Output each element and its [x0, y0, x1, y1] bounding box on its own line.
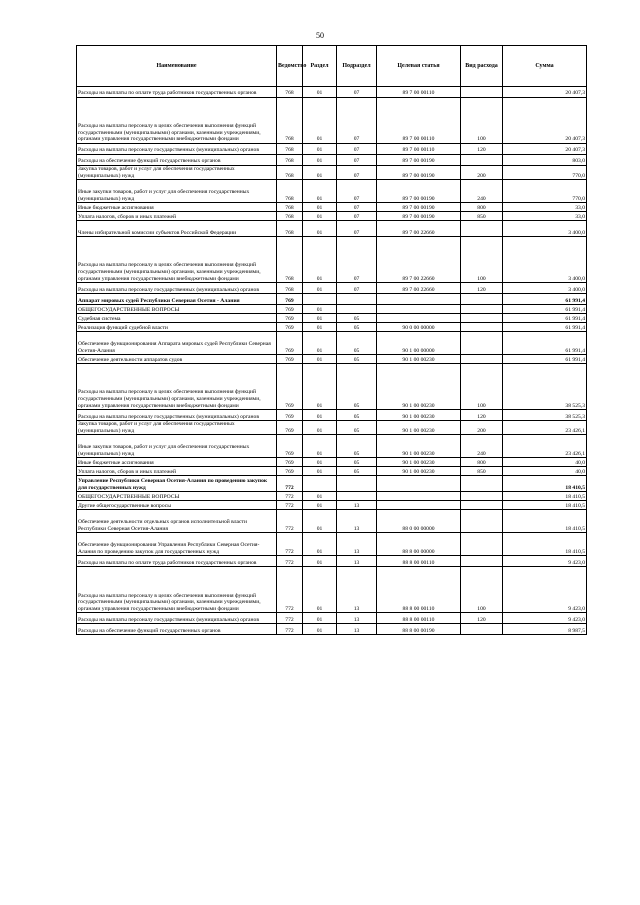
cell-sum: 3 400,0 [503, 221, 587, 237]
cell-vid [461, 476, 503, 492]
cell-razdel: 01 [303, 435, 337, 458]
cell-name: Закупка товаров, работ и услуг для обеспечения государственных (муниципальных) нужд [77, 166, 277, 180]
cell-razdel: 01 [303, 98, 337, 144]
cell-name: Обеспечение функционирования Аппарата мировых судей Республики Северная Осетия-Алания [77, 332, 277, 355]
cell-podrazdel: 07 [337, 144, 377, 155]
cell-razdel: 01 [303, 305, 337, 314]
cell-podrazdel: 13 [337, 567, 377, 613]
cell-name: Расходы на обеспечение функций государственных органов [77, 624, 277, 635]
table-row [77, 501, 587, 510]
cell-ved: 772 [277, 501, 303, 510]
cell-target: 90 1 00 00230 [377, 421, 461, 435]
cell-sum: 40,0 [503, 458, 587, 467]
table-row [77, 323, 587, 332]
cell-sum: 770,0 [503, 180, 587, 203]
cell-podrazdel [337, 305, 377, 314]
table-row [77, 144, 587, 155]
cell-name: Расходы на выплаты по оплате труда работников государственных органов [77, 87, 277, 98]
cell-ved: 768 [277, 144, 303, 155]
cell-razdel: 01 [303, 155, 337, 166]
cell-sum: 61 991,4 [503, 355, 587, 364]
cell-podrazdel: 13 [337, 556, 377, 567]
cell-podrazdel: 07 [337, 166, 377, 180]
cell-sum: 61 991,4 [503, 332, 587, 355]
cell-sum: 61 991,4 [503, 323, 587, 332]
cell-ved: 769 [277, 410, 303, 421]
cell-podrazdel: 05 [337, 435, 377, 458]
cell-vid [461, 221, 503, 237]
table-row [77, 567, 587, 613]
cell-name: Расходы на выплаты персоналу государственных (муниципальных) органов [77, 410, 277, 421]
cell-razdel: 01 [303, 556, 337, 567]
cell-ved: 768 [277, 166, 303, 180]
cell-razdel: 01 [303, 624, 337, 635]
cell-name: Члены избирательной комиссии субъектов Российской Федерации [77, 221, 277, 237]
cell-vid [461, 305, 503, 314]
cell-target [377, 492, 461, 501]
cell-razdel: 01 [303, 501, 337, 510]
cell-vid: 100 [461, 567, 503, 613]
table-row [77, 510, 587, 533]
cell-ved: 772 [277, 613, 303, 624]
cell-name: Расходы на выплаты по оплате труда работников государственных органов [77, 556, 277, 567]
cell-podrazdel: 07 [337, 155, 377, 166]
cell-name: Закупка товаров, работ и услуг для обеспечения государственных (муниципальных) нужд [77, 421, 277, 435]
cell-sum: 3 400,0 [503, 237, 587, 283]
cell-podrazdel: 05 [337, 355, 377, 364]
cell-sum: 9 423,0 [503, 613, 587, 624]
header-razdel: Раздел [303, 46, 337, 87]
cell-name: Расходы на выплаты персоналу в целях обеспечения выполнения функций государственными (муниципальными) органами, казенными учреждениями, органами управления государственными внебюджетными фондами [77, 237, 277, 283]
cell-razdel: 01 [303, 467, 337, 476]
table-row [77, 155, 587, 166]
cell-ved: 769 [277, 314, 303, 323]
cell-name: Обеспечение деятельности аппаратов судов [77, 355, 277, 364]
cell-podrazdel: 13 [337, 533, 377, 556]
cell-razdel: 01 [303, 567, 337, 613]
cell-podrazdel: 13 [337, 624, 377, 635]
cell-target [377, 476, 461, 492]
cell-razdel: 01 [303, 221, 337, 237]
cell-vid [461, 492, 503, 501]
cell-target: 90 1 00 00230 [377, 458, 461, 467]
cell-sum: 18 410,5 [503, 533, 587, 556]
cell-sum: 3 400,0 [503, 283, 587, 294]
cell-target [377, 501, 461, 510]
cell-podrazdel: 05 [337, 332, 377, 355]
cell-sum: 61 991,4 [503, 294, 587, 305]
cell-target: 89 7 00 00190 [377, 212, 461, 221]
cell-sum: 18 410,5 [503, 492, 587, 501]
cell-ved: 769 [277, 332, 303, 355]
cell-sum: 38 525,3 [503, 410, 587, 421]
cell-target [377, 294, 461, 305]
cell-podrazdel [337, 294, 377, 305]
cell-podrazdel: 05 [337, 314, 377, 323]
cell-vid [461, 323, 503, 332]
page-number: 50 [316, 31, 324, 40]
table-row [77, 421, 587, 435]
cell-target: 88 8 00 00110 [377, 613, 461, 624]
cell-razdel [303, 294, 337, 305]
cell-razdel: 01 [303, 492, 337, 501]
cell-name: Управление Республики Северная Осетия-Алания по проведению закупок для государственных нужд [77, 476, 277, 492]
cell-vid: 850 [461, 467, 503, 476]
cell-target: 89 7 00 22660 [377, 237, 461, 283]
cell-vid [461, 533, 503, 556]
cell-target: 88 8 00 00000 [377, 533, 461, 556]
table-row [77, 355, 587, 364]
table-row [77, 556, 587, 567]
cell-ved: 769 [277, 467, 303, 476]
table-row [77, 613, 587, 624]
table-row [77, 458, 587, 467]
cell-ved: 768 [277, 221, 303, 237]
cell-razdel: 01 [303, 283, 337, 294]
cell-name: Обеспечение функционирования Управления Республики Северная Осетия-Алания по проведению закупок для государственных нужд [77, 533, 277, 556]
table-row [77, 166, 587, 180]
table-row [77, 294, 587, 305]
table-row [77, 624, 587, 635]
cell-razdel [303, 476, 337, 492]
cell-ved: 769 [277, 435, 303, 458]
table-row [77, 533, 587, 556]
cell-name: Иные закупки товаров, работ и услуг для обеспечения государственных (муниципальных) нужд [77, 180, 277, 203]
cell-podrazdel: 07 [337, 87, 377, 98]
cell-name: Иные закупки товаров, работ и услуг для обеспечения государственных (муниципальных) нужд [77, 435, 277, 458]
cell-vid: 240 [461, 435, 503, 458]
cell-name: ОБЩЕГОСУДАРСТВЕННЫЕ ВОПРОСЫ [77, 305, 277, 314]
cell-ved: 768 [277, 203, 303, 212]
cell-target: 88 8 00 00110 [377, 567, 461, 613]
cell-podrazdel: 05 [337, 410, 377, 421]
cell-ved: 772 [277, 533, 303, 556]
cell-razdel: 01 [303, 237, 337, 283]
cell-sum: 33,0 [503, 203, 587, 212]
cell-target [377, 314, 461, 323]
table-row [77, 87, 587, 98]
cell-ved: 772 [277, 556, 303, 567]
cell-ved: 769 [277, 355, 303, 364]
cell-razdel: 01 [303, 364, 337, 410]
cell-name: Иные бюджетные ассигнования [77, 458, 277, 467]
cell-vid: 800 [461, 203, 503, 212]
cell-target: 89 7 00 00190 [377, 180, 461, 203]
cell-target: 90 1 00 00230 [377, 364, 461, 410]
cell-name: Иные бюджетные ассигнования [77, 203, 277, 212]
cell-target: 89 7 00 00190 [377, 155, 461, 166]
cell-podrazdel: 13 [337, 613, 377, 624]
cell-sum: 18 410,5 [503, 476, 587, 492]
cell-name: Уплата налогов, сборов и иных платежей [77, 212, 277, 221]
cell-name: Другие общегосударственные вопросы [77, 501, 277, 510]
cell-target: 90 1 00 00230 [377, 355, 461, 364]
cell-name: Расходы на выплаты персоналу государственных (муниципальных) органов [77, 283, 277, 294]
table-header-row [77, 46, 587, 87]
cell-vid: 100 [461, 98, 503, 144]
header-vid: Вид расхода [461, 46, 503, 87]
cell-vid: 200 [461, 421, 503, 435]
table-row [77, 305, 587, 314]
cell-target: 90 1 00 00230 [377, 467, 461, 476]
budget-table [76, 45, 587, 635]
cell-podrazdel: 13 [337, 501, 377, 510]
cell-ved: 769 [277, 458, 303, 467]
cell-vid [461, 332, 503, 355]
cell-sum: 18 410,5 [503, 510, 587, 533]
cell-podrazdel: 13 [337, 510, 377, 533]
cell-ved: 772 [277, 492, 303, 501]
cell-podrazdel: 07 [337, 237, 377, 283]
cell-ved: 768 [277, 155, 303, 166]
table-row [77, 203, 587, 212]
table-row [77, 492, 587, 501]
cell-sum: 61 991,4 [503, 305, 587, 314]
cell-podrazdel: 07 [337, 203, 377, 212]
table-row [77, 212, 587, 221]
cell-razdel: 01 [303, 510, 337, 533]
cell-vid [461, 624, 503, 635]
cell-razdel: 01 [303, 166, 337, 180]
cell-vid [461, 355, 503, 364]
table-row [77, 476, 587, 492]
cell-ved: 769 [277, 305, 303, 314]
cell-ved: 769 [277, 421, 303, 435]
cell-podrazdel: 07 [337, 221, 377, 237]
cell-vid: 120 [461, 283, 503, 294]
cell-ved: 772 [277, 567, 303, 613]
cell-razdel: 01 [303, 533, 337, 556]
cell-name: Расходы на выплаты персоналу в целях обеспечения выполнения функций государственными (муниципальными) органами, казенными учреждениями, органами управления государственными внебюджетными фондами [77, 364, 277, 410]
cell-podrazdel: 05 [337, 467, 377, 476]
cell-sum: 40,0 [503, 467, 587, 476]
cell-razdel: 01 [303, 355, 337, 364]
cell-sum: 770,0 [503, 166, 587, 180]
cell-target: 88 0 00 00000 [377, 510, 461, 533]
table-row [77, 332, 587, 355]
cell-ved: 768 [277, 87, 303, 98]
cell-podrazdel: 07 [337, 283, 377, 294]
cell-podrazdel [337, 492, 377, 501]
cell-name: Судебная система [77, 314, 277, 323]
cell-sum: 803,0 [503, 155, 587, 166]
cell-podrazdel: 07 [337, 212, 377, 221]
cell-vid: 240 [461, 180, 503, 203]
cell-vid [461, 155, 503, 166]
cell-podrazdel: 05 [337, 323, 377, 332]
cell-target: 89 7 00 22660 [377, 221, 461, 237]
cell-target: 89 7 00 00190 [377, 166, 461, 180]
cell-razdel: 01 [303, 613, 337, 624]
cell-ved: 772 [277, 510, 303, 533]
table-row [77, 314, 587, 323]
cell-sum: 33,0 [503, 212, 587, 221]
cell-name: Расходы на выплаты персоналу государственных (муниципальных) органов [77, 613, 277, 624]
cell-razdel: 01 [303, 421, 337, 435]
cell-name: ОБЩЕГОСУДАРСТВЕННЫЕ ВОПРОСЫ [77, 492, 277, 501]
table-row [77, 237, 587, 283]
cell-podrazdel [337, 476, 377, 492]
cell-vid: 100 [461, 364, 503, 410]
cell-sum: 18 410,5 [503, 501, 587, 510]
cell-razdel: 01 [303, 458, 337, 467]
cell-razdel: 01 [303, 410, 337, 421]
cell-target: 90 1 00 00230 [377, 435, 461, 458]
cell-sum: 20 407,3 [503, 87, 587, 98]
cell-name: Обеспечение деятельности отдельных органов исполнительной власти Республики Северная Осетия-Алания [77, 510, 277, 533]
cell-vid: 850 [461, 212, 503, 221]
cell-razdel: 01 [303, 212, 337, 221]
table-row [77, 364, 587, 410]
cell-vid: 120 [461, 410, 503, 421]
table-row [77, 180, 587, 203]
cell-razdel: 01 [303, 332, 337, 355]
cell-ved: 768 [277, 212, 303, 221]
cell-target: 89 7 00 00110 [377, 87, 461, 98]
cell-name: Расходы на выплаты персоналу государственных (муниципальных) органов [77, 144, 277, 155]
cell-ved: 769 [277, 364, 303, 410]
cell-target: 90 0 00 00000 [377, 323, 461, 332]
cell-vid [461, 314, 503, 323]
cell-name: Уплата налогов, сборов и иных платежей [77, 467, 277, 476]
cell-ved: 768 [277, 283, 303, 294]
cell-name: Расходы на обеспечение функций государственных органов [77, 155, 277, 166]
cell-target: 89 7 00 00110 [377, 98, 461, 144]
cell-target: 89 7 00 00190 [377, 203, 461, 212]
header-target: Целевая статья [377, 46, 461, 87]
table-row [77, 221, 587, 237]
table-row [77, 98, 587, 144]
cell-vid [461, 294, 503, 305]
cell-target: 90 1 00 00230 [377, 410, 461, 421]
header-sum: Сумма [503, 46, 587, 87]
cell-razdel: 01 [303, 314, 337, 323]
cell-podrazdel: 05 [337, 421, 377, 435]
cell-ved: 772 [277, 476, 303, 492]
cell-target: 89 7 00 22660 [377, 283, 461, 294]
cell-podrazdel: 05 [337, 458, 377, 467]
header-podrazdel: Подраздел [337, 46, 377, 87]
cell-sum: 9 423,0 [503, 567, 587, 613]
cell-sum: 38 525,3 [503, 364, 587, 410]
cell-vid: 200 [461, 166, 503, 180]
cell-vid: 100 [461, 237, 503, 283]
cell-target: 90 1 00 00000 [377, 332, 461, 355]
cell-sum: 8 987,5 [503, 624, 587, 635]
cell-razdel: 01 [303, 87, 337, 98]
cell-target: 88 8 00 00190 [377, 624, 461, 635]
cell-sum: 20 407,3 [503, 144, 587, 155]
cell-sum: 23 426,1 [503, 421, 587, 435]
cell-target: 88 8 00 00110 [377, 556, 461, 567]
cell-razdel: 01 [303, 203, 337, 212]
cell-sum: 20 407,3 [503, 98, 587, 144]
cell-vid: 120 [461, 144, 503, 155]
cell-name: Расходы на выплаты персоналу в целях обеспечения выполнения функций государственными (муниципальными) органами, казенными учреждениями, органами управления государственными внебюджетными фондами [77, 98, 277, 144]
cell-ved: 769 [277, 323, 303, 332]
table-row [77, 435, 587, 458]
cell-ved: 768 [277, 98, 303, 144]
cell-name: Аппарат мировых судей Республики Северная Осетия - Алания [77, 294, 277, 305]
cell-vid [461, 87, 503, 98]
cell-vid [461, 501, 503, 510]
cell-ved: 769 [277, 294, 303, 305]
cell-target [377, 305, 461, 314]
header-ved: Ведомство [277, 46, 303, 87]
table-body [77, 87, 587, 635]
cell-vid [461, 510, 503, 533]
cell-target: 89 7 00 00110 [377, 144, 461, 155]
cell-vid [461, 556, 503, 567]
cell-ved: 772 [277, 624, 303, 635]
cell-razdel: 01 [303, 180, 337, 203]
cell-ved: 768 [277, 180, 303, 203]
cell-ved: 768 [277, 237, 303, 283]
cell-sum: 61 991,4 [503, 314, 587, 323]
table-row [77, 283, 587, 294]
table-row [77, 410, 587, 421]
header-name: Наименование [77, 46, 277, 87]
cell-podrazdel: 07 [337, 180, 377, 203]
table-row [77, 467, 587, 476]
cell-sum: 9 423,0 [503, 556, 587, 567]
cell-vid: 120 [461, 613, 503, 624]
cell-vid: 800 [461, 458, 503, 467]
cell-razdel: 01 [303, 323, 337, 332]
cell-razdel: 01 [303, 144, 337, 155]
cell-sum: 23 426,1 [503, 435, 587, 458]
cell-name: Реализация функций судебной власти [77, 323, 277, 332]
cell-podrazdel: 07 [337, 98, 377, 144]
cell-podrazdel: 05 [337, 364, 377, 410]
cell-name: Расходы на выплаты персоналу в целях обеспечения выполнения функций государственными (муниципальными) органами, казенными учреждениями, органами управления государственными внебюджетными фондами [77, 567, 277, 613]
